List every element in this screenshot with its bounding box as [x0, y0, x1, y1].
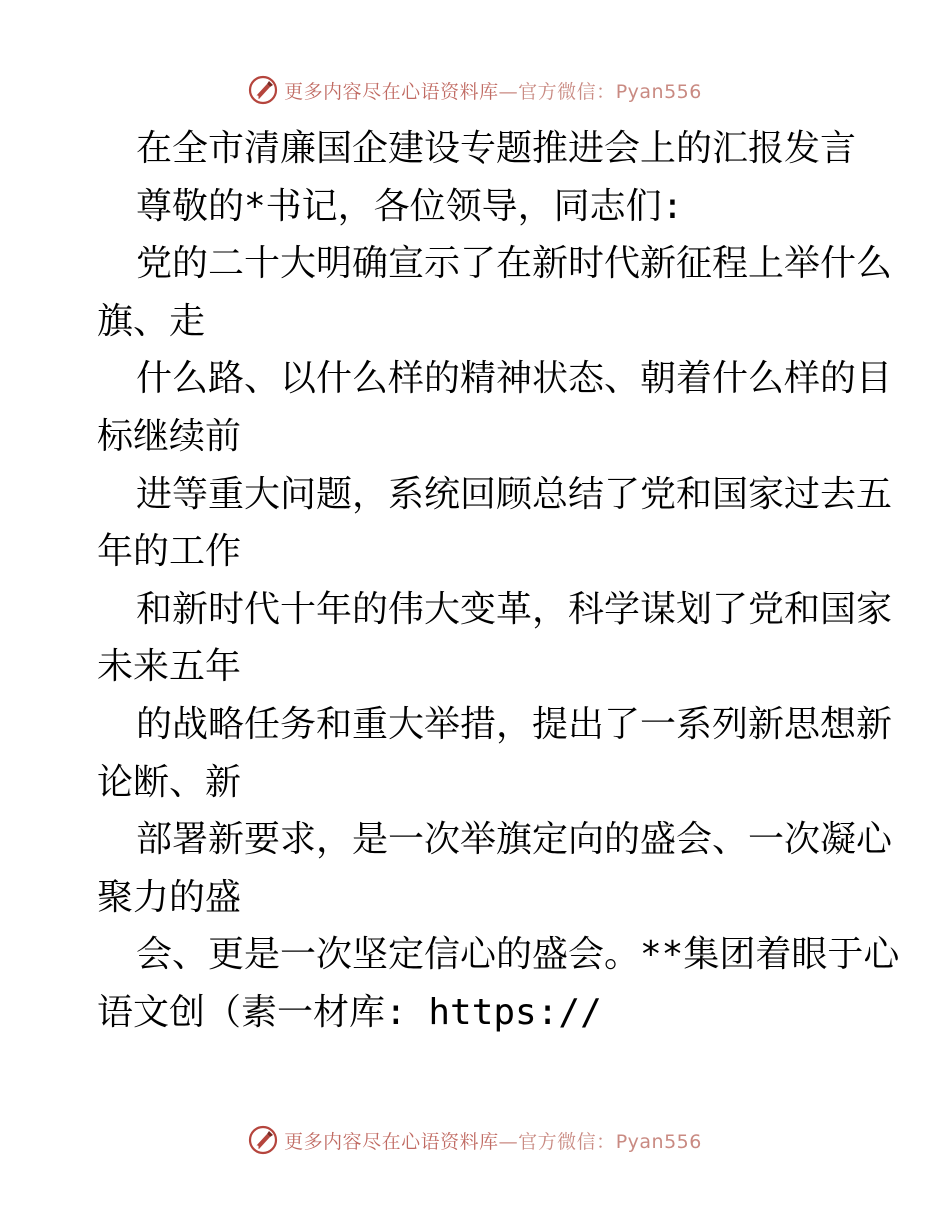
watermark-contact: 官方微信：	[518, 1130, 616, 1153]
pen-logo-icon	[248, 75, 278, 105]
text-line: 聚力的盛	[97, 876, 242, 918]
text-line: 和新时代十年的伟大变革，科学谋划了党和国家	[136, 588, 893, 630]
text-line: 标继续前	[97, 415, 242, 457]
watermark-dash: —	[498, 80, 519, 103]
text-line: 党的二十大明确宣示了在新时代新征程上举什么	[136, 243, 893, 285]
document-body	[97, 120, 900, 1042]
text-line: 会、更是一次坚定信心的盛会。**集团着眼于心	[136, 934, 900, 976]
text-line: 进等重大问题，系统回顾总结了党和国家过去五	[136, 473, 893, 515]
text-line: 语文创（素一材库: https://	[97, 991, 602, 1033]
text-line: 尊敬的*书记，各位领导，同志们:	[136, 185, 684, 227]
watermark-id: Pyan556	[615, 1130, 702, 1153]
text-line: 论断、新	[97, 761, 242, 803]
watermark-contact: 官方微信：	[518, 80, 616, 103]
text-line: 什么路、以什么样的精神状态、朝着什么样的目	[136, 358, 893, 400]
text-line: 的战略任务和重大举措，提出了一系列新思想新	[136, 703, 893, 745]
text-line: 未来五年	[97, 646, 242, 688]
watermark-id: Pyan556	[615, 80, 702, 103]
pen-logo-icon	[248, 1125, 278, 1155]
text-line: 年的工作	[97, 531, 242, 573]
text-line: 在全市清廉国企建设专题推进会上的汇报发言	[136, 128, 857, 169]
watermark-brand: 更多内容尽在心语资料库	[284, 80, 499, 103]
watermark-brand: 更多内容尽在心语资料库	[284, 1130, 499, 1153]
text-line: 部署新要求，是一次举旗定向的盛会、一次凝心	[136, 819, 893, 861]
header-watermark	[0, 70, 950, 110]
footer-watermark	[0, 1120, 950, 1160]
text-line: 旗、走	[97, 300, 206, 342]
watermark-dash: —	[498, 1130, 519, 1153]
